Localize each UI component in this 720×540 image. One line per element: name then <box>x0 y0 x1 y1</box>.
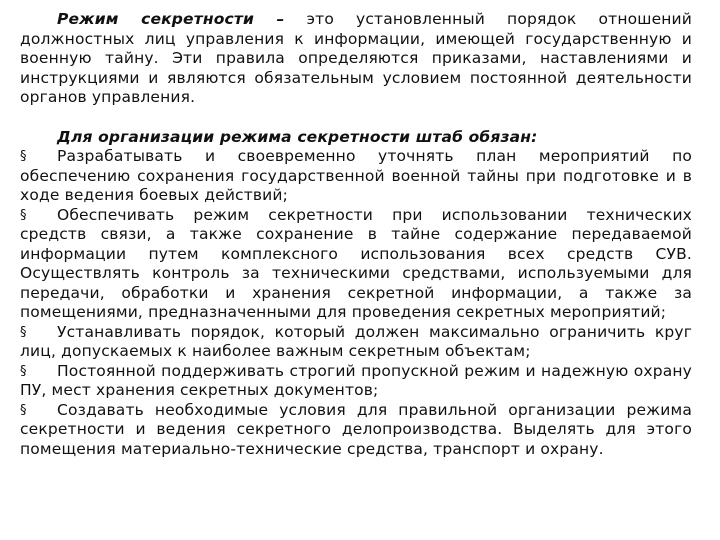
document-body <box>20 10 692 459</box>
bullet-icon: § <box>20 363 27 379</box>
list-item-text: Постоянной поддерживать строгий пропускной режим и надежную охрану ПУ, мест хранения секретных документов; <box>20 361 692 399</box>
intro-text: это установленный порядок отношений должностных лиц управления к информации, имеющей государственную и военную тайну. Эти правила определяются приказами, наставлениями и инструкциями и являются обязательным условием постоянной деятельности органов управления. <box>20 10 692 106</box>
section-heading: Для организации режима секретности штаб обязан: <box>57 127 538 146</box>
list-item <box>20 401 692 460</box>
list-item-text: Обеспечивать режим секретности при использовании технических средств связи, а также сохранение в тайне содержание передаваемой информации путем комплексного использования всех средств СУВ. Осуществлять контроль за техническими средствами, используемыми для передачи, обработки и хранения секретной информации, а также за помещениями, предназначенными для проведения секретных мероприятий; <box>20 205 692 321</box>
list-item <box>20 362 692 401</box>
bullet-icon: § <box>20 207 27 223</box>
list-item-text: Разрабатывать и своевременно уточнять план мероприятий по обеспечению сохранения государственной военной тайны при подготовке и в ходе ведения боевых действий; <box>20 147 692 204</box>
intro-term: Режим секретности – <box>57 10 285 28</box>
list-item <box>20 323 692 362</box>
list-item-text: Создавать необходимые условия для правильной организации режима секретности и ведения секретного делопроизводства. Выделять для этого помещения материально-технические средства, транспорт и охрану. <box>20 400 692 458</box>
bullet-icon: § <box>20 149 27 164</box>
list-item <box>20 206 692 323</box>
bullet-icon: § <box>20 324 27 340</box>
list-item-text: Устанавливать порядок, который должен максимально ограничить круг лиц, допускаемых к наиболее важным секретным объектам; <box>20 322 692 360</box>
bullet-icon: § <box>20 402 27 418</box>
intro-paragraph <box>20 10 692 108</box>
list-item <box>20 147 692 206</box>
